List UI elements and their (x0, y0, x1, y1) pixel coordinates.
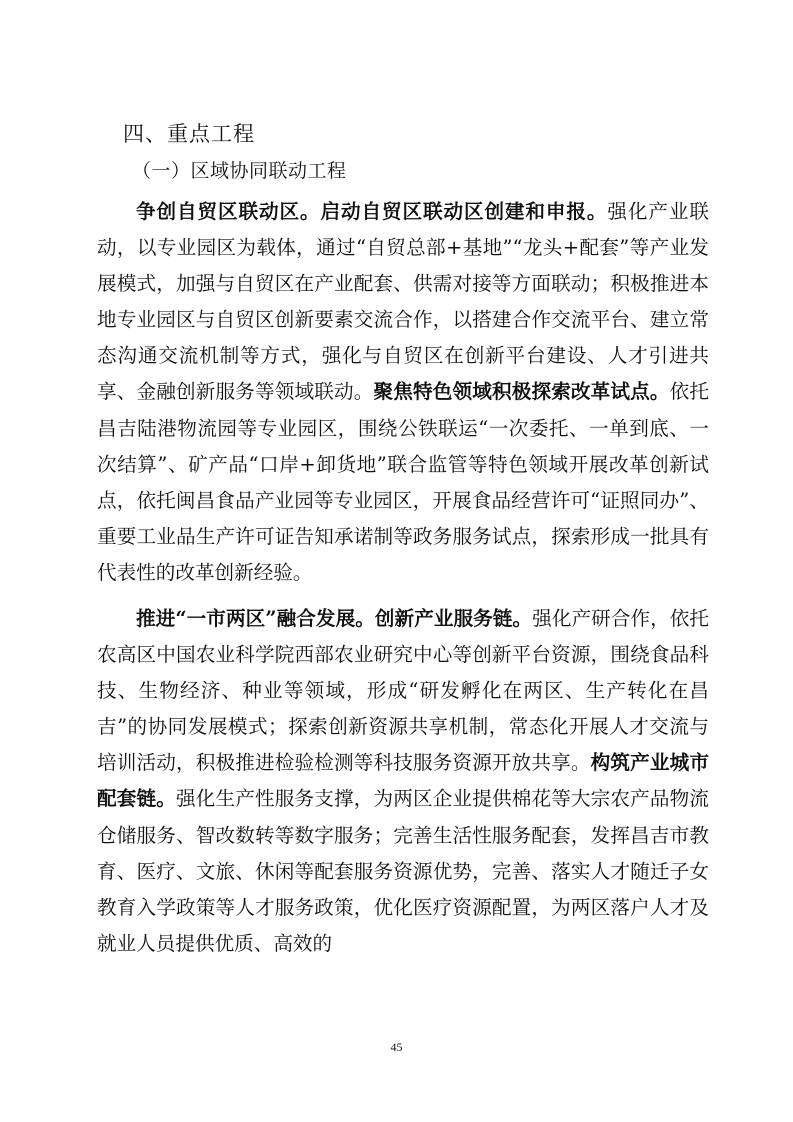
subsection-heading: （一）区域协同联动工程 (132, 160, 347, 182)
bold-lead-3: 推进“一市两区”融合发展。创新产业服务链。 (136, 607, 533, 630)
body-text-3: 强化产研合作，依托农高区中国农业科学院西部农业研究中心等创新平台资源，围绕食品科技、生物经济、种业等领域，形成“研发孵化在两区、生产转化在昌吉”的协同发展模式；探索创新资源共享机制，常态化开展人才交流与培训活动，积极推进检验检测等科技服务资源开放共享。 (97, 607, 710, 775)
body-text-2: 依托昌吉陆港物流园等专业园区，围绕公铁联运“一次委托、一单到底、一次结算”、矿产品“口岸+卸货地”联合监管等特色领域开展改革创新试点，依托闽昌食品产业园等专业园区，开展食品经营许可“证照同办”、重要工业品生产许可证告知承诺制等政务服务试点，探索形成一批具有代表性的改革创新经验。 (97, 380, 710, 584)
bold-lead-2: 聚焦特色领域积极探索改革试点。 (373, 380, 670, 404)
bold-lead-1: 争创自贸区联动区。启动自贸区联动区创建和申报。 (136, 200, 608, 223)
page-number: 45 (390, 1040, 403, 1054)
paragraph-city-integration (97, 601, 709, 962)
section-heading: 四、重点工程 (123, 122, 255, 146)
paragraph-free-trade-zone (97, 194, 709, 591)
body-text-1: 强化产业联动，以专业园区为载体，通过“自贸总部+基地”“龙头+配套”等产业发展模式，加强与自贸区在产业配套、供需对接等方面联动；积极推进本地专业园区与自贸区创新要素交流合作，以搭建合作交流平台、建立常态沟通交流机制等方式，强化与自贸区在创新平台建设、人才引进共享、金融创新服务等领域联动。 (97, 200, 710, 404)
body-text-4: 强化生产性服务支撑，为两区企业提供棉花等大宗农产品物流仓储服务、智改数转等数字服务；完善生活性服务配套，发挥昌吉市教育、医疗、文旅、休闲等配套服务资源优势，完善、落实人才随迁子女教育入学政策等人才服务政策，优化医疗资源配置，为两区落户人才及就业人员提供优质、高效的 (97, 787, 710, 955)
bold-lead-4: 构筑产业城市配套链。 (97, 751, 709, 811)
